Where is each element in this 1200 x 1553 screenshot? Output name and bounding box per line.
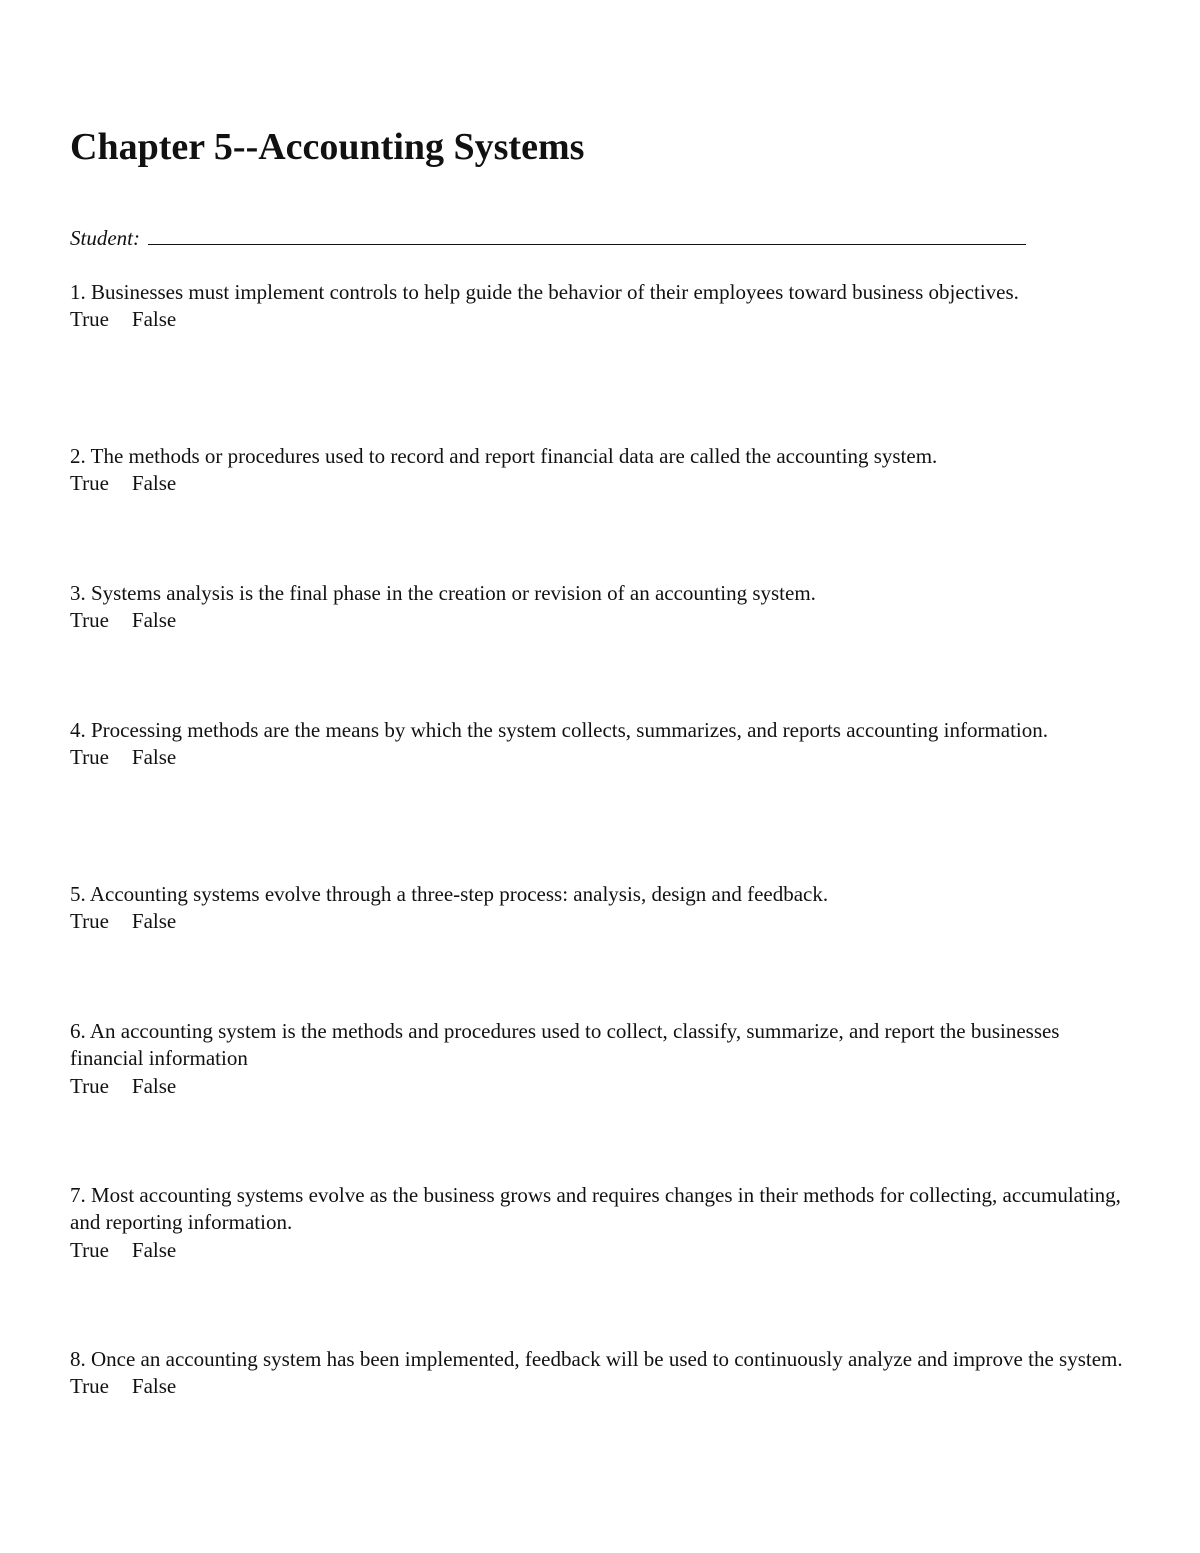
answer-options bbox=[70, 1373, 1130, 1400]
answer-options bbox=[70, 908, 1130, 935]
answer-true[interactable]: True bbox=[70, 608, 109, 633]
answer-false[interactable]: False bbox=[131, 1237, 177, 1262]
answer-true[interactable]: True bbox=[70, 1374, 109, 1399]
question-text: 7. Most accounting systems evolve as the business grows and requires changes in their methods for collecting, accumulating, and reporting information. bbox=[70, 1183, 1121, 1235]
answer-false[interactable]: False bbox=[131, 608, 177, 633]
answer-true[interactable]: True bbox=[70, 909, 109, 934]
answer-options bbox=[70, 470, 1130, 497]
question-item bbox=[70, 443, 1130, 498]
answer-options bbox=[70, 607, 1130, 634]
answer-true[interactable]: True bbox=[70, 745, 109, 770]
page-title: Chapter 5--Accounting Systems bbox=[70, 126, 585, 168]
answer-true[interactable]: True bbox=[70, 1073, 109, 1098]
question-item bbox=[70, 1346, 1130, 1401]
question-item bbox=[70, 717, 1130, 772]
answer-options bbox=[70, 306, 1130, 333]
question-item bbox=[70, 1182, 1130, 1264]
student-field bbox=[70, 222, 1026, 251]
question-text: 8. Once an accounting system has been implemented, feedback will be used to continuously analyze and improve the system. bbox=[70, 1347, 1123, 1371]
question-text: 2. The methods or procedures used to record and report financial data are called the accounting system. bbox=[70, 444, 938, 468]
answer-true[interactable]: True bbox=[70, 1237, 109, 1262]
question-text: 3. Systems analysis is the final phase in the creation or revision of an accounting system. bbox=[70, 581, 816, 605]
answer-false[interactable]: False bbox=[131, 745, 177, 770]
answer-true[interactable]: True bbox=[70, 471, 109, 496]
answer-options bbox=[70, 1073, 1130, 1100]
question-text: 5. Accounting systems evolve through a three-step process: analysis, design and feedback. bbox=[70, 882, 829, 906]
student-name-blank[interactable] bbox=[148, 222, 1026, 245]
answer-false[interactable]: False bbox=[131, 307, 177, 332]
question-item bbox=[70, 881, 1130, 936]
answer-true[interactable]: True bbox=[70, 307, 109, 332]
question-text: 6. An accounting system is the methods and procedures used to collect, classify, summarize, and report the businesses financial information bbox=[70, 1019, 1060, 1071]
question-item bbox=[70, 580, 1130, 635]
question-item bbox=[70, 279, 1130, 334]
question-item bbox=[70, 1018, 1130, 1100]
answer-false[interactable]: False bbox=[131, 1073, 177, 1098]
question-text: 1. Businesses must implement controls to help guide the behavior of their employees toward business objectives. bbox=[70, 280, 1019, 304]
answer-false[interactable]: False bbox=[131, 471, 177, 496]
question-text: 4. Processing methods are the means by which the system collects, summarizes, and reports accounting information. bbox=[70, 718, 1049, 742]
answer-options bbox=[70, 744, 1130, 771]
answer-options bbox=[70, 1237, 1130, 1264]
student-label: Student: bbox=[70, 226, 140, 250]
answer-false[interactable]: False bbox=[131, 1374, 177, 1399]
answer-false[interactable]: False bbox=[131, 909, 177, 934]
